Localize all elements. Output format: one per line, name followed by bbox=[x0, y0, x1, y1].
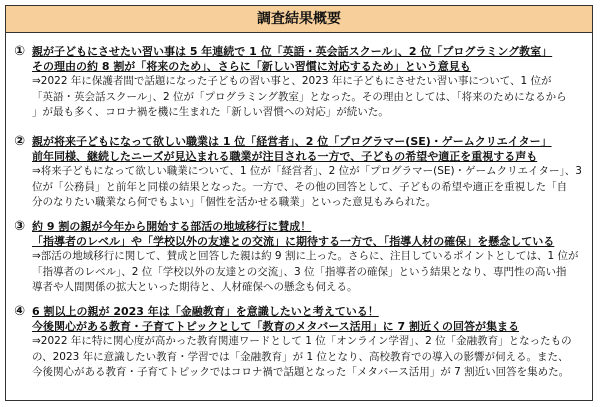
body-line: 」が最も多く、コロナ禍を機に生まれた「新しい習慣への対応」が続いた。 bbox=[32, 106, 389, 118]
section-heading: 約 9 割の親が今年から開始する部活の地域移行に賛成！ bbox=[32, 220, 312, 233]
page-title: 調査結果概要 bbox=[6, 6, 592, 33]
section-subheading: 前年同様、継続したニーズが見込まれる職業が注目される一方で、子どもの希望や適正を重視する声も bbox=[32, 150, 538, 163]
section-subheading: 「指導者のレベル」や「学校以外の友達との交流」に期待する一方で、「指導人材の確保」を懸念している bbox=[32, 235, 555, 248]
section-number: ③ bbox=[14, 219, 26, 234]
body-line: 分のなりたい職業なら何でもよい」「個性を活かせる職業」といった意見もみられた。 bbox=[32, 196, 437, 208]
body-line: ⇒2022 年に保護者間で話題になった子どもの習い事と、2023 年に子どもにさせたい習い事について、1 位が bbox=[32, 75, 552, 87]
body-line: 「英語・英会話スクール」、2 位が「プログラミング教室」となった。その理由としては、「将来のためになるから bbox=[32, 90, 567, 103]
body-line: の、2023 年に意識したい教育・学習では「金融教育」が 1 位となり、高校教育での導入の影響が伺える。また、 bbox=[32, 350, 569, 363]
body-line: 今後関心がある教育・子育てトピックではコロナ禍で話題となった「メタバース活用」が 7 割近い回答を集めた。 bbox=[32, 366, 570, 378]
body-line: 位が「公務員」と前年と同様の結果となった。一方で、その他の回答として、子どもの希望や適正を重視した「自 bbox=[32, 180, 568, 193]
section-subheading: 今後関心がある教育・子育てトピックとして「教育のメタバース活用」に 7 割近くの回答が集まる bbox=[32, 320, 519, 333]
section-heading: 親が子どもにさせたい習い事は 5 年連続で 1 位「英語・英会話スクール」、2 位「プログラミング教室」 bbox=[32, 45, 553, 58]
section-heading: 親が将来子どもになって欲しい職業は 1 位「経営者」、2 位「プログラマー(SE)・ゲームクリエイター」 bbox=[32, 135, 552, 148]
section-heading: 6 割以上の親が 2023 年は「金融教育」を意識したいと考えている！ bbox=[32, 305, 379, 318]
body-line: ⇒2022 年に特に関心度が高かった教育関連ワードとして 1 位「オンライン学習」、2 位「金融教育」となったもの bbox=[32, 335, 572, 347]
body-line: 「指導者のレベル」、2 位「学校以外の友達との交流」、3 位「指導者の確保」という結果となり、専門性の高い指 bbox=[32, 265, 567, 278]
summary-frame bbox=[5, 5, 593, 401]
section-number: ② bbox=[14, 134, 26, 149]
body-line: ⇒部活の地域移行に関して、賛成と回答した親は約 9 割に上った。さらに、注目しているポイントとしては、1 位が bbox=[32, 250, 579, 262]
section-subheading: その理由の約 8 割が「将来のため」、さらに「新しい習慣に対応するため」という意見も bbox=[32, 60, 471, 73]
body-line: ⇒将来子どもになって欲しい職業について、1 位が「経営者」、2 位が「プログラマー(SE)・ゲームクリエイター」、3 bbox=[32, 165, 582, 177]
section-number: ① bbox=[14, 44, 26, 59]
body-line: 導者や人間関係の拡大といった期待と、人材確保への懸念も伺える。 bbox=[32, 281, 358, 293]
section-number: ④ bbox=[14, 304, 26, 319]
